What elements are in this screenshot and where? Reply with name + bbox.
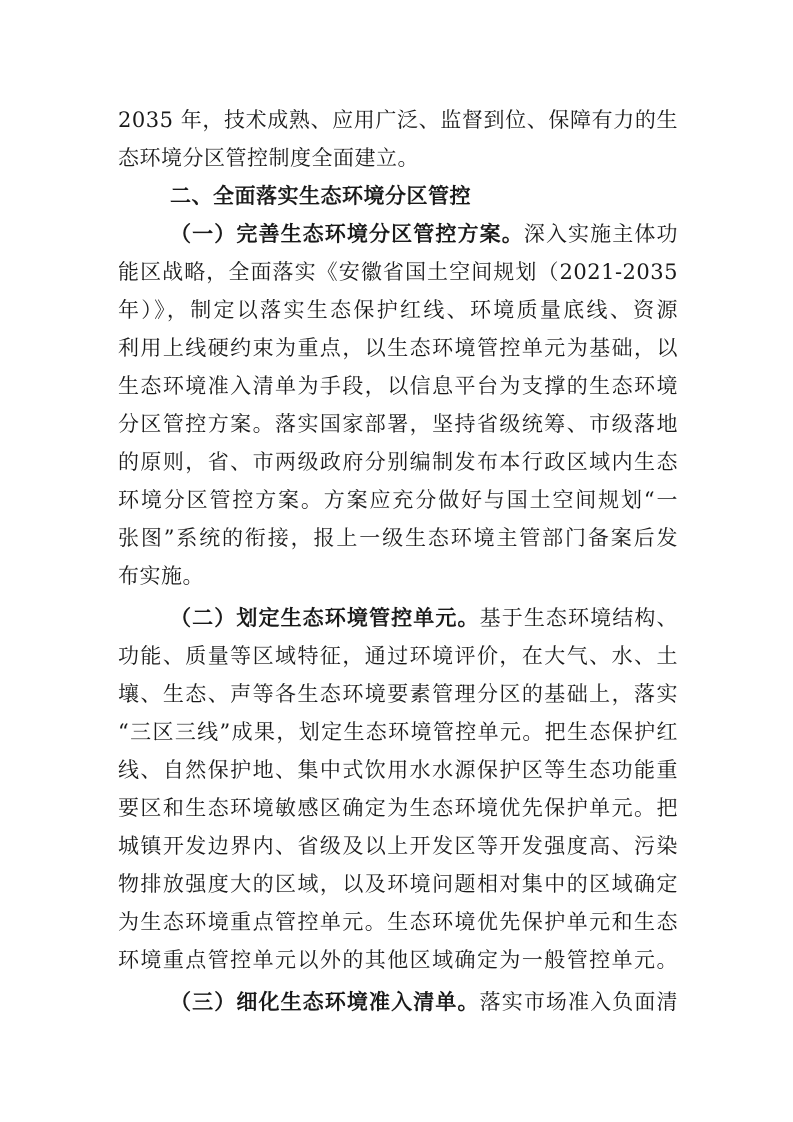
item-text: 落实市场准入负面清 [479,990,679,1014]
item-first-line [170,601,678,635]
section-heading: 二、全面落实生态环境分区管控 [170,184,471,208]
body-text-line: 生态环境准入清单为手段，以信息平台为支撑的生态环境 [118,374,678,398]
item-title: （三）细化生态环境准入清单。 [170,989,480,1014]
body-text-line: 为生态环境重点管控单元。生态环境优先保护单元和生态 [118,910,678,934]
item-title: （二）划定生态环境管控单元。 [170,605,480,630]
body-text-line: 布实施。 [118,564,204,588]
body-text-line: 年）》，制定以落实生态保护红线、环境质量底线、资源 [118,298,678,322]
item-first-line [170,217,678,251]
body-text-line: 张图”系统的衔接，报上一级生态环境主管部门备案后发 [118,526,678,550]
body-text-line: 能区战略，全面落实《安徽省国土空间规划（2021-2035 [118,260,678,284]
body-text-line: 要区和生态环境敏感区确定为生态环境优先保护单元。把 [118,796,678,820]
body-text-line: 2035 年，技术成熟、应用广泛、监督到位、保障有力的生 [118,108,678,132]
item-text: 基于生态环境结构、 [479,606,679,630]
body-text-line: 环境重点管控单元以外的其他区域确定为一般管控单元。 [118,948,678,972]
body-text-line: 功能、质量等区域特征，通过环境评价，在大气、水、土 [118,644,678,668]
body-text-line: 壤、生态、声等各生态环境要素管理分区的基础上，落实 [118,682,678,706]
body-text-line: 态环境分区管控制度全面建立。 [118,146,419,170]
body-text-line: 线、自然保护地、集中式饮用水水源保护区等生态功能重 [118,758,678,782]
body-text-line: “三区三线”成果，划定生态环境管控单元。把生态保护红 [118,720,678,744]
item-text: 深入实施主体功 [523,222,679,246]
body-text-line: 城镇开发边界内、省级及以上开发区等开发强度高、污染 [118,834,678,858]
body-text-line: 分区管控方案。落实国家部署，坚持省级统筹、市级落地 [118,412,678,436]
body-text-line: 物排放强度大的区域，以及环境问题相对集中的区域确定 [118,872,678,896]
body-text-line: 利用上线硬约束为重点，以生态环境管控单元为基础，以 [118,336,678,360]
item-title: （一）完善生态环境分区管控方案。 [170,221,524,246]
item-first-line [170,985,678,1019]
body-text-line: 环境分区管控方案。方案应充分做好与国土空间规划“一 [118,488,678,512]
body-text-line: 的原则，省、市两级政府分别编制发布本行政区域内生态 [118,450,678,474]
